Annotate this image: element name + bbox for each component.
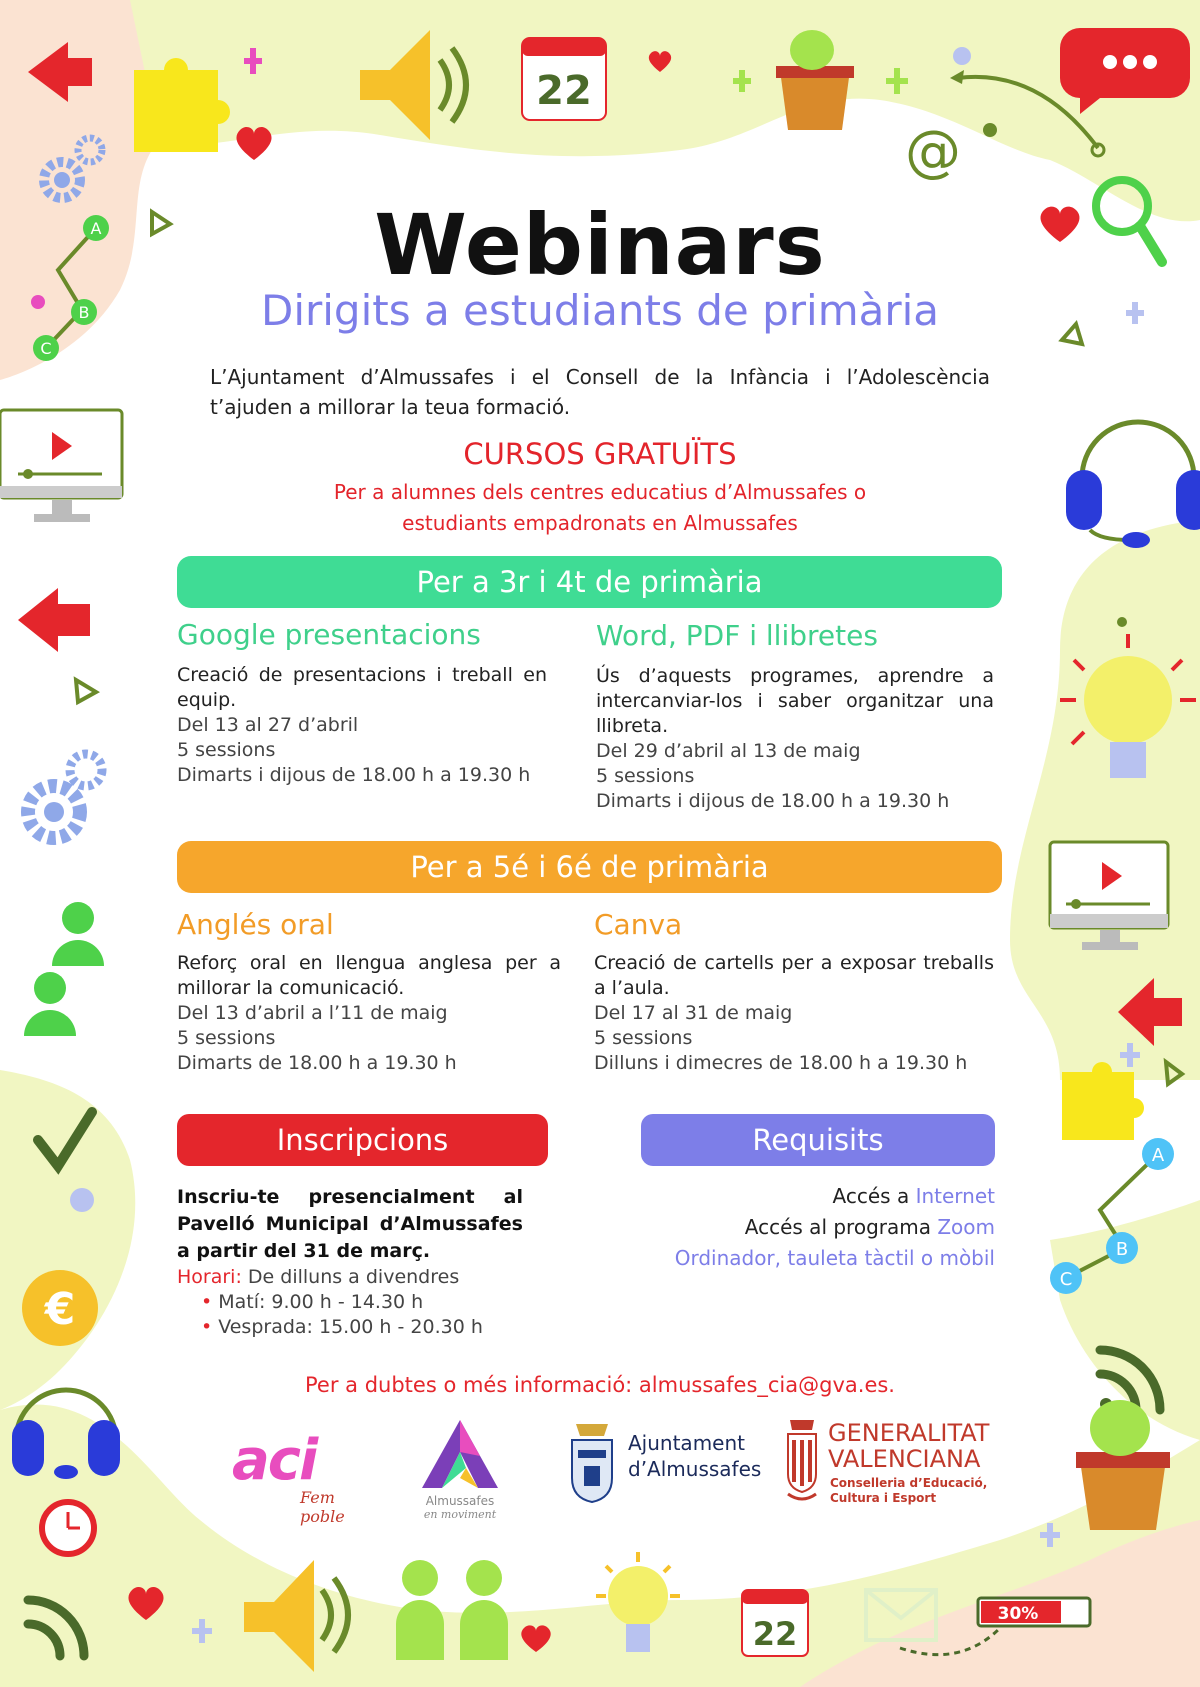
course-title: Google presentacions <box>177 618 481 651</box>
svg-text:€: € <box>44 1284 76 1335</box>
svg-text:B: B <box>78 303 90 322</box>
requirement-zoom-highlight: Zoom <box>937 1215 995 1239</box>
course-title: Canva <box>594 908 683 941</box>
requirement-zoom-prefix: Accés al programa <box>744 1215 938 1239</box>
bullet-icon: • <box>201 1316 213 1338</box>
free-courses-title: CURSOS GRATUÏTS <box>463 437 737 471</box>
course-schedule: Dimarts de 18.00 h a 19.30 h <box>177 1052 457 1074</box>
inscriptions-text: Inscriu-te presencialment al Pavelló Municipal d’Almussafes a partir del 31 de març. <box>177 1186 523 1262</box>
page-title: Webinars <box>374 196 826 294</box>
svg-text:@: @ <box>905 119 961 184</box>
svg-text:22: 22 <box>752 1615 798 1653</box>
free-courses-subtitle <box>0 477 1200 539</box>
generalitat-logo-title <box>828 1420 989 1472</box>
svg-text:C: C <box>40 339 52 358</box>
schedule-morning <box>177 1290 523 1315</box>
cia-logo-main: aci <box>232 1428 317 1493</box>
group-bar-5-6: Per a 5é i 6é de primària <box>177 841 1002 893</box>
requirement-zoom <box>600 1212 995 1243</box>
ajuntament-line-2: d’Almussafes <box>628 1457 762 1481</box>
almussafes-logo-name: Almussafes <box>425 1494 495 1508</box>
almussafes-logo-slogan: en moviment <box>423 1508 497 1521</box>
svg-text:A: A <box>1151 1145 1165 1166</box>
schedule-days: De dilluns a divendres <box>241 1266 460 1288</box>
ajuntament-logo <box>568 1420 768 1510</box>
course-title: Anglés oral <box>177 908 334 941</box>
course-google-presentacions <box>177 618 547 788</box>
intro-text: L’Ajuntament d’Almussafes i el Consell de la Infància i l’Adolescència t’ajuden a millorar la teua formació. <box>210 365 990 419</box>
requirement-internet-prefix: Accés a <box>832 1184 916 1208</box>
course-sessions: 5 sessions <box>596 765 695 787</box>
svg-text:22: 22 <box>536 68 592 114</box>
ajuntament-logo-text <box>628 1430 761 1482</box>
free-courses-line-2: estudiants empadronats en Almussafes <box>402 511 798 535</box>
svg-text:A: A <box>90 219 102 238</box>
inscriptions-title: Inscripcions <box>177 1114 548 1166</box>
almussafes-a-icon <box>410 1418 510 1490</box>
course-dates: Del 13 d’abril a l’11 de maig <box>177 1002 448 1024</box>
ajuntament-line-1: Ajuntament <box>628 1431 745 1455</box>
course-description: Creació de cartells per a exposar treballs a l’aula. <box>594 952 994 999</box>
course-title: Word, PDF i llibretes <box>596 619 878 652</box>
svg-text:30%: 30% <box>997 1604 1039 1624</box>
bullet-icon: • <box>201 1291 213 1313</box>
ajuntament-shield-icon <box>568 1420 616 1504</box>
svg-text:C: C <box>1059 1269 1073 1290</box>
cia-logo <box>222 1408 372 1526</box>
generalitat-line-1: GENERALITAT <box>828 1419 990 1447</box>
generalitat-logo-subtitle <box>830 1476 987 1506</box>
requirement-internet-highlight: Internet <box>915 1184 995 1208</box>
free-courses-line-1: Per a alumnes dels centres educatius d’Almussafes o <box>333 480 867 504</box>
course-word-pdf-llibretes <box>596 619 994 814</box>
schedule-afternoon <box>177 1315 523 1340</box>
almussafes-logo <box>410 1418 510 1528</box>
course-description: Reforç oral en llengua anglesa per a millorar la comunicació. <box>177 952 561 999</box>
course-angles-oral <box>177 908 561 1076</box>
course-sessions: 5 sessions <box>177 739 276 761</box>
svg-text:B: B <box>1115 1239 1129 1260</box>
course-sessions: 5 sessions <box>594 1027 693 1049</box>
course-schedule: Dimarts i dijous de 18.00 h a 19.30 h <box>177 764 531 786</box>
generalitat-logo <box>784 1418 1004 1518</box>
requirement-device: Ordinador, tauleta tàctil o mòbil <box>674 1246 995 1270</box>
page-subtitle: Dirigits a estudiants de primària <box>260 286 940 335</box>
course-canva <box>594 908 994 1076</box>
course-dates: Del 17 al 31 de maig <box>594 1002 793 1024</box>
inscriptions-schedule <box>177 1265 523 1340</box>
cia-logo-tagline: Fem poble <box>300 1488 345 1526</box>
schedule-label: Horari: <box>177 1266 242 1288</box>
generalitat-line-2: VALENCIANA <box>828 1445 981 1473</box>
schedule-morning-text: Matí: 9.00 h - 14.30 h <box>218 1291 424 1313</box>
generalitat-sub-line-2: Cultura i Esport <box>830 1491 937 1505</box>
requirement-internet <box>600 1181 995 1212</box>
group-bar-3-4: Per a 3r i 4t de primària <box>177 556 1002 608</box>
course-dates: Del 13 al 27 d’abril <box>177 714 359 736</box>
course-description: Creació de presentacions i treball en equip. <box>177 664 547 711</box>
requirements-title: Requisits <box>641 1114 995 1166</box>
course-sessions: 5 sessions <box>177 1027 276 1049</box>
course-dates: Del 29 d’abril al 13 de maig <box>596 740 861 762</box>
course-schedule: Dimarts i dijous de 18.00 h a 19.30 h <box>596 790 950 812</box>
schedule-afternoon-text: Vesprada: 15.00 h - 20.30 h <box>218 1316 483 1338</box>
course-description: Ús d’aquests programes, aprendre a intercanviar-los i saber organitzar una llibreta. <box>596 665 994 737</box>
contact-info: Per a dubtes o més informació: almussafes_cia@gva.es. <box>305 1373 895 1397</box>
generalitat-sub-line-1: Conselleria d’Educació, <box>830 1476 988 1490</box>
course-schedule: Dilluns i dimecres de 18.00 h a 19.30 h <box>594 1052 968 1074</box>
generalitat-shield-icon <box>784 1418 820 1508</box>
